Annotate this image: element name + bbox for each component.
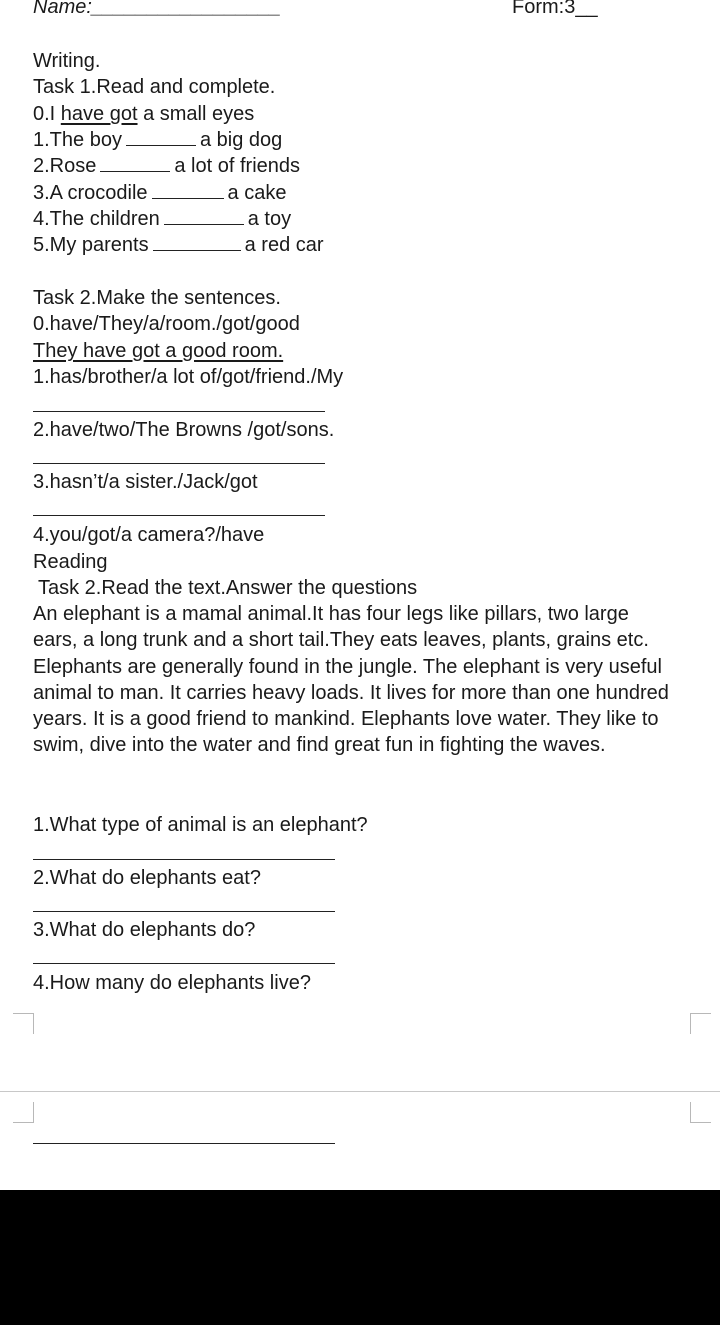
item-end: a red car (244, 234, 324, 256)
task2-title (33, 285, 281, 311)
task1-item-1 (33, 127, 282, 153)
task2-label: Task 2. (33, 287, 97, 309)
item-end: a lot of friends (174, 155, 300, 177)
question-4: 4.How many do elephants live? (33, 972, 311, 994)
task1-item-2 (33, 153, 300, 179)
name-field: Name:_________________ (33, 0, 281, 18)
page-break-line (0, 1091, 720, 1092)
answer-blank[interactable] (152, 180, 224, 199)
item-start: 4.The children (33, 208, 160, 230)
answer-line[interactable] (33, 515, 325, 516)
task1-example (33, 101, 254, 127)
section-heading-reading: Reading (33, 551, 108, 573)
answer-blank[interactable] (164, 206, 244, 225)
task2-instruction: Make the sentences. (96, 287, 281, 309)
black-bottom-area (0, 1190, 720, 1325)
task2-item-2: 2.have/two/The Browns /got/sons. (33, 419, 335, 441)
task2-item-3: 3.hasn’t/a sister./Jack/got (33, 471, 258, 493)
example-prefix: 0.I (33, 103, 61, 125)
task2-example-answer: They have got a good room. (33, 340, 284, 362)
task1-item-4 (33, 206, 291, 232)
item-end: a toy (247, 208, 292, 230)
page-corner-mark (13, 1013, 34, 1034)
item-start: 3.A crocodile (33, 182, 148, 204)
item-start: 2.Rose (33, 155, 97, 177)
page-corner-mark (690, 1102, 711, 1123)
item-end: a big dog (199, 129, 283, 151)
question-1: 1.What type of animal is an elephant? (33, 814, 368, 836)
form-field: Form:3__ (512, 0, 598, 18)
answer-blank[interactable] (100, 153, 170, 172)
task2-item-1: 1.has/brother/a lot of/got/friend./My (33, 366, 344, 388)
item-start: 5.My parents (33, 234, 149, 256)
answer-line[interactable] (33, 911, 335, 912)
answer-line[interactable] (33, 411, 325, 412)
section-heading-writing: Writing. (33, 50, 101, 72)
reading-task-title: Task 2.Read the text.Answer the questions (38, 577, 418, 599)
answer-blank[interactable] (126, 127, 196, 146)
question-3: 3.What do elephants do? (33, 919, 256, 941)
example-answer: have got (60, 103, 138, 125)
question-2: 2.What do elephants eat? (33, 867, 261, 889)
example-suffix: a small eyes (137, 103, 255, 125)
item-end: a cake (227, 182, 287, 204)
page-corner-mark (13, 1102, 34, 1123)
answer-line[interactable] (33, 963, 335, 964)
item-start: 1.The boy (33, 129, 122, 151)
task1-title (33, 74, 275, 100)
task2-item-4: 4.you/got/a camera?/have (33, 524, 265, 546)
reading-passage: An elephant is a mamal animal.It has four legs like pillars, two large ears, a long trunk and a short tail.They eats leaves, plants, grains etc. Elephants are generally found in the jungle. The elephant is very useful animal to man. It carries heavy loads. It lives for more than one hundred years. It is a good friend to mankind. Elephants love water. They like to swim, dive into the water and find great fun in fighting the waves. (33, 603, 669, 757)
task1-instruction: Read and complete. (96, 76, 276, 98)
answer-line[interactable] (33, 463, 325, 464)
task1-item-5 (33, 232, 324, 258)
page-corner-mark (690, 1013, 711, 1034)
task1-item-3 (33, 180, 286, 206)
task2-example-words: 0.have/They/a/room./got/good (33, 313, 300, 335)
answer-line[interactable] (33, 1143, 335, 1144)
answer-line[interactable] (33, 859, 335, 860)
task1-label: Task 1. (33, 76, 97, 98)
answer-blank[interactable] (153, 232, 241, 251)
